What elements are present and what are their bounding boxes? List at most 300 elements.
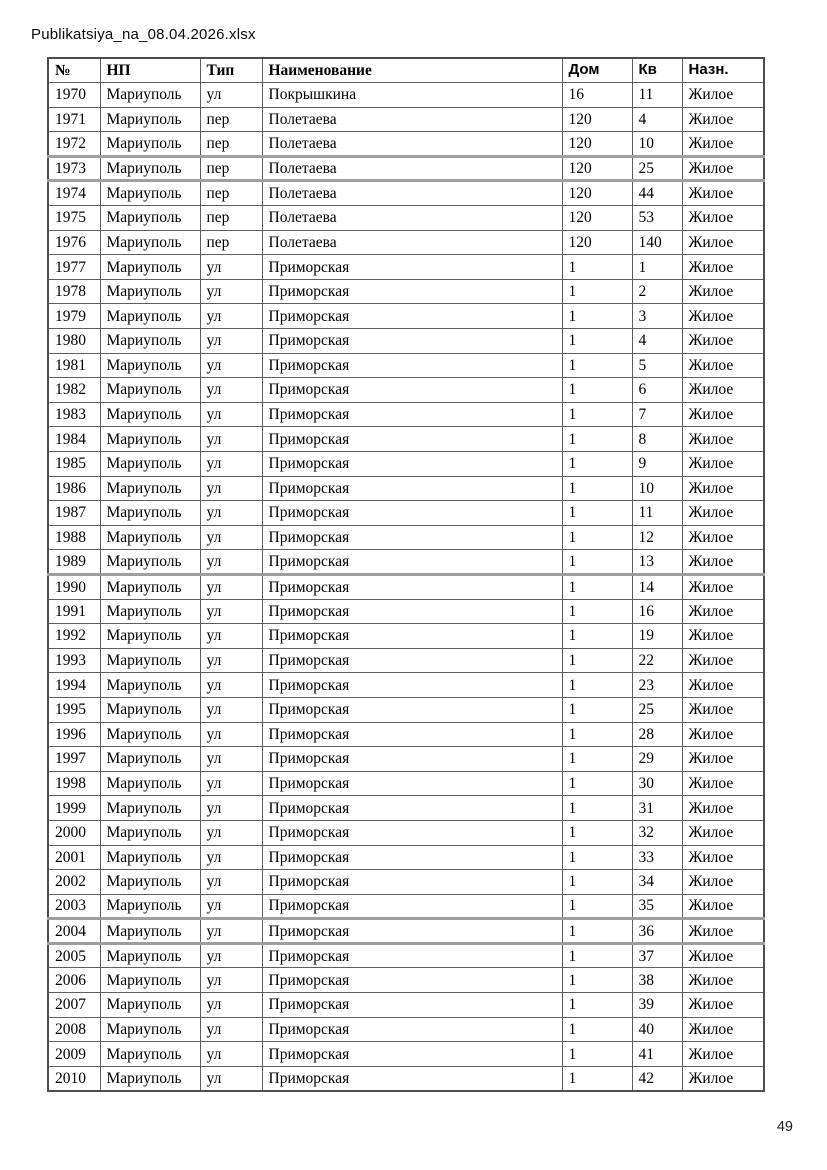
cell-settlement: Мариуполь (100, 132, 200, 157)
cell-settlement: Мариуполь (100, 870, 200, 895)
cell-apartment: 34 (632, 870, 682, 895)
table-row (48, 83, 764, 108)
cell-settlement: Мариуполь (100, 648, 200, 673)
cell-apartment: 39 (632, 993, 682, 1018)
cell-settlement: Мариуполь (100, 353, 200, 378)
cell-street-type: ул (200, 722, 262, 747)
table-row (48, 1066, 764, 1091)
cell-street-type: пер (200, 206, 262, 231)
cell-house: 1 (562, 525, 632, 550)
cell-apartment: 22 (632, 648, 682, 673)
cell-house: 1 (562, 1042, 632, 1067)
cell-street-type: ул (200, 83, 262, 108)
cell-purpose: Жилое (682, 550, 764, 575)
cell-street-name: Приморская (262, 501, 562, 526)
cell-street-type: ул (200, 648, 262, 673)
table-row (48, 894, 764, 919)
cell-house: 1 (562, 993, 632, 1018)
table-row (48, 796, 764, 821)
table-row (48, 132, 764, 157)
cell-street-name: Приморская (262, 796, 562, 821)
table-row (48, 206, 764, 231)
cell-street-type: пер (200, 156, 262, 181)
cell-purpose: Жилое (682, 747, 764, 772)
cell-apartment: 16 (632, 599, 682, 624)
cell-street-name: Приморская (262, 353, 562, 378)
cell-apartment: 5 (632, 353, 682, 378)
cell-row-number: 1975 (48, 206, 100, 231)
cell-apartment: 2 (632, 279, 682, 304)
column-header-house: Дом (562, 58, 632, 83)
cell-row-number: 1992 (48, 624, 100, 649)
cell-street-name: Приморская (262, 304, 562, 329)
cell-settlement: Мариуполь (100, 943, 200, 968)
cell-apartment: 11 (632, 83, 682, 108)
cell-street-type: ул (200, 304, 262, 329)
page-number: 49 (776, 1119, 793, 1135)
cell-apartment: 11 (632, 501, 682, 526)
table-row (48, 747, 764, 772)
cell-purpose: Жилое (682, 304, 764, 329)
cell-settlement: Мариуполь (100, 894, 200, 919)
column-header-apartment: Кв (632, 58, 682, 83)
cell-purpose: Жилое (682, 525, 764, 550)
cell-row-number: 2000 (48, 820, 100, 845)
cell-street-name: Приморская (262, 255, 562, 280)
cell-purpose: Жилое (682, 427, 764, 452)
cell-settlement: Мариуполь (100, 304, 200, 329)
table-header (48, 58, 764, 83)
cell-settlement: Мариуполь (100, 181, 200, 206)
cell-purpose: Жилое (682, 329, 764, 354)
cell-purpose: Жилое (682, 845, 764, 870)
cell-row-number: 1977 (48, 255, 100, 280)
cell-row-number: 1990 (48, 574, 100, 599)
cell-house: 1 (562, 919, 632, 944)
cell-house: 1 (562, 353, 632, 378)
cell-house: 1 (562, 427, 632, 452)
cell-purpose: Жилое (682, 83, 764, 108)
cell-street-type: ул (200, 820, 262, 845)
table-row (48, 107, 764, 132)
cell-street-name: Приморская (262, 697, 562, 722)
table-row (48, 1042, 764, 1067)
cell-street-name: Полетаева (262, 206, 562, 231)
cell-purpose: Жилое (682, 107, 764, 132)
cell-row-number: 1994 (48, 673, 100, 698)
table-row (48, 624, 764, 649)
cell-house: 1 (562, 697, 632, 722)
cell-purpose: Жилое (682, 181, 764, 206)
cell-street-name: Приморская (262, 648, 562, 673)
cell-row-number: 1996 (48, 722, 100, 747)
cell-row-number: 1982 (48, 378, 100, 403)
cell-street-name: Приморская (262, 574, 562, 599)
cell-row-number: 1980 (48, 329, 100, 354)
cell-street-name: Приморская (262, 1042, 562, 1067)
cell-purpose: Жилое (682, 697, 764, 722)
cell-street-type: ул (200, 747, 262, 772)
cell-apartment: 19 (632, 624, 682, 649)
cell-house: 1 (562, 771, 632, 796)
cell-settlement: Мариуполь (100, 476, 200, 501)
cell-settlement: Мариуполь (100, 550, 200, 575)
cell-row-number: 1998 (48, 771, 100, 796)
cell-apartment: 12 (632, 525, 682, 550)
cell-street-name: Полетаева (262, 107, 562, 132)
cell-row-number: 1989 (48, 550, 100, 575)
cell-row-number: 1993 (48, 648, 100, 673)
cell-house: 120 (562, 206, 632, 231)
cell-apartment: 35 (632, 894, 682, 919)
cell-house: 1 (562, 968, 632, 993)
cell-street-name: Приморская (262, 919, 562, 944)
column-header-street-type: Тип (200, 58, 262, 83)
cell-street-type: ул (200, 525, 262, 550)
cell-purpose: Жилое (682, 820, 764, 845)
cell-street-name: Покрышкина (262, 83, 562, 108)
cell-street-type: ул (200, 796, 262, 821)
cell-row-number: 1988 (48, 525, 100, 550)
cell-row-number: 1987 (48, 501, 100, 526)
cell-apartment: 37 (632, 943, 682, 968)
table-row (48, 870, 764, 895)
cell-apartment: 7 (632, 402, 682, 427)
cell-apartment: 29 (632, 747, 682, 772)
cell-purpose: Жилое (682, 230, 764, 255)
cell-settlement: Мариуполь (100, 574, 200, 599)
cell-street-name: Полетаева (262, 230, 562, 255)
table-row (48, 501, 764, 526)
column-header-purpose: Назн. (682, 58, 764, 83)
cell-apartment: 4 (632, 107, 682, 132)
cell-house: 1 (562, 304, 632, 329)
cell-house: 1 (562, 501, 632, 526)
cell-purpose: Жилое (682, 968, 764, 993)
cell-purpose: Жилое (682, 402, 764, 427)
table-row (48, 968, 764, 993)
cell-row-number: 2008 (48, 1017, 100, 1042)
table-row (48, 550, 764, 575)
cell-row-number: 1981 (48, 353, 100, 378)
cell-row-number: 2003 (48, 894, 100, 919)
cell-purpose: Жилое (682, 574, 764, 599)
cell-street-type: ул (200, 870, 262, 895)
cell-settlement: Мариуполь (100, 402, 200, 427)
cell-purpose: Жилое (682, 771, 764, 796)
cell-settlement: Мариуполь (100, 427, 200, 452)
cell-settlement: Мариуполь (100, 452, 200, 477)
cell-apartment: 44 (632, 181, 682, 206)
cell-house: 1 (562, 378, 632, 403)
cell-settlement: Мариуполь (100, 968, 200, 993)
cell-house: 120 (562, 107, 632, 132)
cell-settlement: Мариуполь (100, 156, 200, 181)
cell-row-number: 2006 (48, 968, 100, 993)
cell-street-type: ул (200, 329, 262, 354)
cell-street-type: ул (200, 574, 262, 599)
cell-street-name: Приморская (262, 402, 562, 427)
cell-settlement: Мариуполь (100, 107, 200, 132)
cell-row-number: 1973 (48, 156, 100, 181)
cell-street-type: ул (200, 427, 262, 452)
document-filename: Publikatsiya_na_08.04.2026.xlsx (31, 26, 256, 43)
cell-row-number: 1999 (48, 796, 100, 821)
cell-house: 1 (562, 1017, 632, 1042)
cell-row-number: 2002 (48, 870, 100, 895)
cell-street-type: ул (200, 550, 262, 575)
cell-house: 1 (562, 870, 632, 895)
cell-street-type: ул (200, 378, 262, 403)
cell-street-name: Приморская (262, 870, 562, 895)
cell-apartment: 10 (632, 132, 682, 157)
cell-street-type: ул (200, 697, 262, 722)
table-row (48, 820, 764, 845)
cell-house: 1 (562, 329, 632, 354)
table-row (48, 452, 764, 477)
cell-purpose: Жилое (682, 1017, 764, 1042)
cell-purpose: Жилое (682, 943, 764, 968)
cell-purpose: Жилое (682, 378, 764, 403)
cell-street-type: ул (200, 501, 262, 526)
cell-street-name: Приморская (262, 279, 562, 304)
cell-row-number: 1978 (48, 279, 100, 304)
cell-house: 16 (562, 83, 632, 108)
cell-settlement: Мариуполь (100, 1017, 200, 1042)
cell-street-name: Приморская (262, 845, 562, 870)
cell-street-type: пер (200, 230, 262, 255)
cell-street-type: ул (200, 353, 262, 378)
cell-row-number: 1991 (48, 599, 100, 624)
cell-settlement: Мариуполь (100, 1042, 200, 1067)
cell-street-name: Приморская (262, 599, 562, 624)
cell-apartment: 140 (632, 230, 682, 255)
cell-purpose: Жилое (682, 673, 764, 698)
cell-settlement: Мариуполь (100, 624, 200, 649)
table-row (48, 329, 764, 354)
cell-row-number: 2005 (48, 943, 100, 968)
cell-street-type: ул (200, 402, 262, 427)
cell-street-type: ул (200, 599, 262, 624)
cell-row-number: 1974 (48, 181, 100, 206)
cell-apartment: 9 (632, 452, 682, 477)
cell-apartment: 33 (632, 845, 682, 870)
cell-house: 120 (562, 181, 632, 206)
cell-street-type: ул (200, 771, 262, 796)
cell-purpose: Жилое (682, 255, 764, 280)
cell-street-name: Приморская (262, 476, 562, 501)
cell-settlement: Мариуполь (100, 329, 200, 354)
cell-street-type: ул (200, 1017, 262, 1042)
cell-street-type: пер (200, 107, 262, 132)
cell-purpose: Жилое (682, 624, 764, 649)
cell-street-name: Приморская (262, 427, 562, 452)
cell-house: 1 (562, 624, 632, 649)
cell-house: 1 (562, 476, 632, 501)
table-row (48, 993, 764, 1018)
table-row (48, 845, 764, 870)
cell-street-type: ул (200, 673, 262, 698)
cell-apartment: 28 (632, 722, 682, 747)
table-row (48, 943, 764, 968)
cell-row-number: 1983 (48, 402, 100, 427)
cell-street-name: Приморская (262, 329, 562, 354)
table-row (48, 230, 764, 255)
cell-purpose: Жилое (682, 353, 764, 378)
cell-street-type: ул (200, 1066, 262, 1091)
cell-row-number: 1997 (48, 747, 100, 772)
cell-house: 1 (562, 255, 632, 280)
cell-row-number: 2009 (48, 1042, 100, 1067)
cell-row-number: 2010 (48, 1066, 100, 1091)
cell-row-number: 1985 (48, 452, 100, 477)
cell-street-name: Приморская (262, 378, 562, 403)
cell-purpose: Жилое (682, 648, 764, 673)
cell-house: 1 (562, 894, 632, 919)
table-row (48, 181, 764, 206)
table-row (48, 402, 764, 427)
cell-street-name: Приморская (262, 452, 562, 477)
cell-house: 1 (562, 599, 632, 624)
cell-house: 1 (562, 550, 632, 575)
cell-street-name: Приморская (262, 525, 562, 550)
cell-street-type: ул (200, 993, 262, 1018)
cell-settlement: Мариуполь (100, 919, 200, 944)
cell-apartment: 4 (632, 329, 682, 354)
cell-row-number: 1979 (48, 304, 100, 329)
table-row (48, 771, 764, 796)
cell-house: 1 (562, 820, 632, 845)
cell-house: 1 (562, 279, 632, 304)
cell-street-name: Приморская (262, 673, 562, 698)
table-row (48, 648, 764, 673)
cell-house: 1 (562, 747, 632, 772)
cell-settlement: Мариуполь (100, 697, 200, 722)
column-header-street-name: Наименование (262, 58, 562, 83)
cell-purpose: Жилое (682, 870, 764, 895)
cell-street-type: ул (200, 943, 262, 968)
table-row (48, 574, 764, 599)
cell-house: 120 (562, 132, 632, 157)
cell-house: 1 (562, 673, 632, 698)
cell-house: 1 (562, 845, 632, 870)
table-row (48, 919, 764, 944)
cell-street-name: Приморская (262, 943, 562, 968)
cell-apartment: 36 (632, 919, 682, 944)
cell-apartment: 25 (632, 697, 682, 722)
cell-purpose: Жилое (682, 1066, 764, 1091)
cell-settlement: Мариуполь (100, 83, 200, 108)
cell-apartment: 31 (632, 796, 682, 821)
cell-purpose: Жилое (682, 993, 764, 1018)
table-row (48, 697, 764, 722)
cell-apartment: 30 (632, 771, 682, 796)
cell-street-name: Приморская (262, 968, 562, 993)
cell-purpose: Жилое (682, 599, 764, 624)
cell-street-type: пер (200, 132, 262, 157)
cell-house: 1 (562, 1066, 632, 1091)
column-header-settlement: НП (100, 58, 200, 83)
cell-purpose: Жилое (682, 919, 764, 944)
cell-street-type: ул (200, 255, 262, 280)
cell-purpose: Жилое (682, 1042, 764, 1067)
cell-settlement: Мариуполь (100, 820, 200, 845)
cell-street-name: Приморская (262, 820, 562, 845)
cell-apartment: 32 (632, 820, 682, 845)
cell-settlement: Мариуполь (100, 1066, 200, 1091)
table-row (48, 427, 764, 452)
cell-settlement: Мариуполь (100, 279, 200, 304)
cell-house: 1 (562, 722, 632, 747)
cell-apartment: 40 (632, 1017, 682, 1042)
cell-house: 120 (562, 230, 632, 255)
cell-settlement: Мариуполь (100, 993, 200, 1018)
table-header-row (48, 58, 764, 83)
cell-house: 1 (562, 402, 632, 427)
cell-row-number: 1970 (48, 83, 100, 108)
cell-street-name: Приморская (262, 624, 562, 649)
cell-settlement: Мариуполь (100, 673, 200, 698)
cell-street-name: Приморская (262, 722, 562, 747)
table-row (48, 673, 764, 698)
table-row (48, 525, 764, 550)
table-row (48, 599, 764, 624)
cell-purpose: Жилое (682, 894, 764, 919)
table-row (48, 255, 764, 280)
cell-apartment: 1 (632, 255, 682, 280)
table-row (48, 353, 764, 378)
table-row (48, 304, 764, 329)
cell-row-number: 1995 (48, 697, 100, 722)
cell-house: 120 (562, 156, 632, 181)
table-row (48, 1017, 764, 1042)
cell-street-name: Приморская (262, 747, 562, 772)
cell-settlement: Мариуполь (100, 771, 200, 796)
cell-settlement: Мариуполь (100, 599, 200, 624)
cell-purpose: Жилое (682, 476, 764, 501)
cell-street-name: Полетаева (262, 156, 562, 181)
cell-apartment: 8 (632, 427, 682, 452)
cell-apartment: 6 (632, 378, 682, 403)
cell-purpose: Жилое (682, 501, 764, 526)
cell-street-type: ул (200, 279, 262, 304)
table-body (48, 83, 764, 1091)
cell-apartment: 23 (632, 673, 682, 698)
cell-apartment: 42 (632, 1066, 682, 1091)
cell-street-name: Приморская (262, 894, 562, 919)
cell-street-type: ул (200, 1042, 262, 1067)
cell-row-number: 1971 (48, 107, 100, 132)
cell-street-type: ул (200, 476, 262, 501)
cell-apartment: 53 (632, 206, 682, 231)
column-header-row-number: № (48, 58, 100, 83)
cell-street-type: ул (200, 894, 262, 919)
cell-house: 1 (562, 648, 632, 673)
cell-street-type: ул (200, 624, 262, 649)
cell-row-number: 1984 (48, 427, 100, 452)
cell-settlement: Мариуполь (100, 206, 200, 231)
cell-street-name: Приморская (262, 550, 562, 575)
table-row (48, 722, 764, 747)
cell-purpose: Жилое (682, 206, 764, 231)
cell-house: 1 (562, 574, 632, 599)
cell-street-type: ул (200, 845, 262, 870)
table-row (48, 279, 764, 304)
cell-purpose: Жилое (682, 279, 764, 304)
cell-house: 1 (562, 796, 632, 821)
cell-row-number: 1976 (48, 230, 100, 255)
cell-house: 1 (562, 452, 632, 477)
